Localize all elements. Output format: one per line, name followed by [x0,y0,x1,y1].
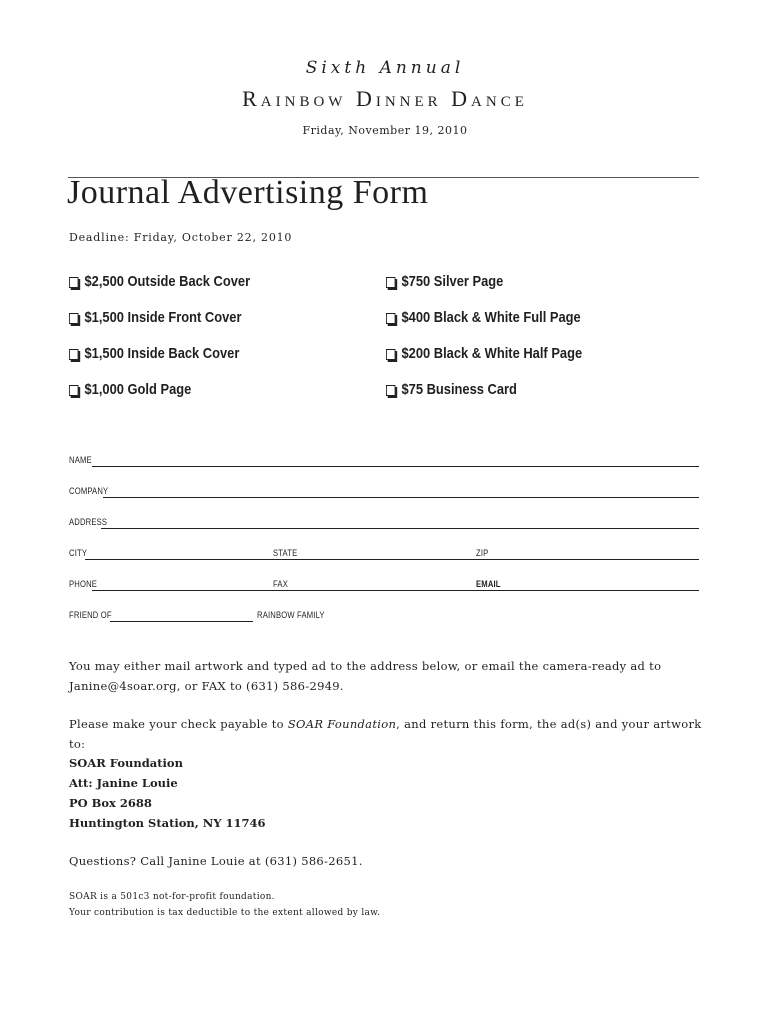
deadline: Deadline: Friday, October 22, 2010 [69,231,293,244]
city-label: CITY [69,548,88,558]
address-label: ADDRESS [69,517,108,527]
option-silver-page[interactable] [386,273,503,290]
form-title: Journal Advertising Form [67,174,429,211]
option-gold-page[interactable] [69,381,191,398]
option-business-card[interactable] [386,381,517,398]
rainbow-family-label: RAINBOW FAMILY [257,610,325,620]
address-input[interactable] [101,528,699,529]
option-bw-full-page[interactable] [386,309,581,326]
option-label: $750 Silver Page [401,273,504,290]
city-state-zip-line[interactable] [85,559,699,560]
fax-label: FAX [273,579,288,589]
option-label: $1,000 Gold Page [84,381,192,398]
company-input[interactable] [103,497,699,498]
checkbox-icon[interactable] [386,385,395,396]
check-instructions-post: , and return this form, the ad(s) and your artwork to: [69,717,702,751]
mail-instructions-line1: You may either mail artwork and typed ad to the address below, or email the camera-ready ad to [69,659,662,673]
mail-instructions [69,656,709,696]
mailing-address [69,753,266,833]
footer-line1: SOAR is a 501c3 not-for-profit foundation. [69,892,275,902]
footer-note [69,889,380,921]
checkbox-icon[interactable] [386,313,395,324]
phone-label: PHONE [69,579,98,589]
option-label: $1,500 Inside Back Cover [84,345,240,362]
check-instructions-pre: Please make your check payable to [69,717,288,731]
phone-fax-email-line[interactable] [92,590,699,591]
check-instructions [69,714,709,754]
option-label: $75 Business Card [401,381,517,398]
option-label: $1,500 Inside Front Cover [84,309,242,326]
address-attn: Att: Janine Louie [69,776,178,790]
friend-of-label: FRIEND OF [69,610,112,620]
option-label: $200 Black & White Half Page [401,345,583,362]
zip-label: ZIP [476,548,489,558]
address-org: SOAR Foundation [69,756,183,770]
checkbox-icon[interactable] [386,349,395,360]
checkbox-icon[interactable] [69,349,78,360]
checkbox-icon[interactable] [386,277,395,288]
option-outside-back-cover[interactable] [69,273,250,290]
questions-line: Questions? Call Janine Louie at (631) 586-2651. [69,854,363,868]
friend-of-input[interactable] [110,621,253,622]
event-title: Rainbow Dinner Dance [242,86,528,111]
check-payee: SOAR Foundation [287,717,397,731]
state-label: STATE [273,548,298,558]
email-label: EMAIL [476,579,501,589]
option-label: $400 Black & White Full Page [401,309,581,326]
event-subtitle: Sixth Annual [305,58,465,78]
checkbox-icon[interactable] [69,385,78,396]
checkbox-icon[interactable] [69,313,78,324]
company-label: COMPANY [69,486,109,496]
footer-line2: Your contribution is tax deductible to the extent allowed by law. [69,908,381,918]
checkbox-icon[interactable] [69,277,78,288]
option-inside-front-cover[interactable] [69,309,241,326]
option-label: $2,500 Outside Back Cover [84,273,251,290]
mail-instructions-line2: Janine@4soar.org, or FAX to (631) 586-2949. [69,679,344,693]
option-bw-half-page[interactable] [386,345,582,362]
address-po: PO Box 2688 [69,796,152,810]
name-input[interactable] [92,466,699,467]
option-inside-back-cover[interactable] [69,345,239,362]
address-city: Huntington Station, NY 11746 [69,816,266,830]
name-label: NAME [69,455,92,465]
event-date: Friday, November 19, 2010 [302,124,468,137]
